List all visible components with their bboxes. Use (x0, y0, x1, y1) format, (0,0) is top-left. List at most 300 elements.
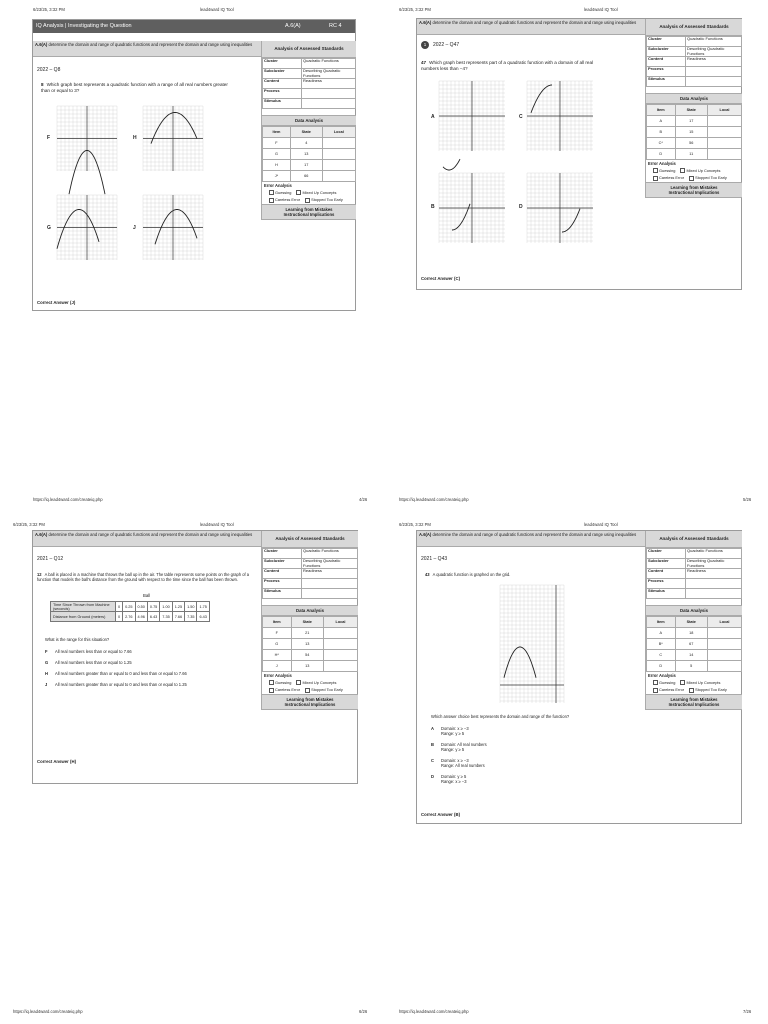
table-cell: 67 (675, 639, 707, 650)
table-cell[interactable] (323, 628, 357, 639)
row-header: Time Since Thrown from Machine (seconds) (51, 602, 116, 612)
table-cell: 6.43 (147, 612, 159, 622)
choice-domain: Domain: x ≥ −3 (441, 758, 469, 763)
choice-text: All real numbers greater than or equal to 0 and less than or equal to 1.25 (55, 682, 187, 687)
learning-from-mistakes: Learning from Mistakes Instructional Implications (646, 182, 742, 198)
table-cell: 2.76 (123, 612, 135, 622)
choice-domain: Domain: y ≥ 5 (441, 774, 467, 779)
column-header: State (675, 105, 707, 116)
table-cell[interactable] (707, 639, 741, 650)
choice-letter: H (45, 671, 48, 676)
table-cell[interactable] (707, 127, 741, 138)
teks-text: determine the domain and range of quadratic functions and represent the domain and range using inequalities (48, 42, 253, 47)
standards-row (647, 57, 742, 67)
table-cell: 13 (291, 639, 323, 650)
standards-row (263, 589, 358, 599)
standards-row (647, 589, 742, 599)
standards-key: Subcluster (647, 559, 686, 569)
iq-card (32, 530, 358, 784)
standards-value[interactable] (302, 579, 358, 589)
error-analysis (262, 182, 356, 204)
graph-d (527, 173, 593, 243)
table-cell[interactable] (323, 661, 357, 672)
choice-domain: Domain: x ≥ −3 (441, 726, 469, 731)
column-header: Local (323, 617, 357, 628)
graph-a (439, 81, 505, 151)
table-cell[interactable] (322, 171, 355, 182)
correct-answer: Correct Answer (H) (37, 759, 76, 764)
table-cell[interactable] (707, 661, 741, 672)
standards-row (647, 67, 742, 77)
page-footer-url: https://iq.lead4ward.com/createiq.php (13, 1009, 83, 1014)
table-cell: F (263, 138, 291, 149)
standards-row (647, 47, 742, 57)
page-header-title: lead4ward IQ Tool (200, 522, 234, 527)
question-prompt: A quadratic function is graphed on the grid. (432, 572, 511, 577)
checkbox-guessing[interactable]: Guessing (269, 190, 291, 195)
page-header-title: lead4ward IQ Tool (584, 522, 618, 527)
graph-label-c: C (519, 114, 523, 120)
correct-answer: Correct Answer (C) (421, 276, 460, 281)
question-year (421, 41, 459, 49)
table-cell: 5 (675, 661, 707, 672)
standards-value[interactable]: Readiness (686, 57, 742, 67)
standards-panel (645, 531, 742, 710)
question-year: 2022 – Q8 (37, 67, 61, 73)
standards-key: Stimulus (647, 589, 686, 599)
graph-label-d: D (519, 204, 523, 210)
table-cell: B* (647, 639, 676, 650)
iq-card (416, 18, 742, 290)
checkbox-stopped-early[interactable]: Stopped Too Early (689, 175, 727, 180)
table-cell: 0.75 (147, 602, 159, 612)
error-analysis-title: Error Analysis (264, 673, 292, 678)
curve (151, 113, 197, 144)
answer-choice-h (45, 671, 187, 676)
teks-statement (417, 19, 645, 35)
standards-key: Cluster (263, 59, 302, 69)
standards-heading: Analysis of Assessed Standards (262, 41, 356, 58)
standards-panel (261, 41, 356, 220)
page-footer-number: 7/26 (743, 1009, 752, 1014)
page-header-title: lead4ward IQ Tool (200, 7, 234, 12)
teks-code: A.6(A) (419, 532, 432, 537)
standards-row (263, 69, 356, 79)
standards-row (263, 99, 356, 109)
standards-panel (645, 19, 742, 198)
standards-row (263, 569, 358, 579)
table-cell: B (647, 127, 676, 138)
table-cell: 0 (116, 612, 123, 622)
standards-value[interactable] (686, 77, 742, 87)
table-header-row (647, 617, 742, 628)
error-analysis (646, 672, 742, 694)
page-footer-number: 4/26 (359, 497, 368, 502)
table-cell: 7.35 (185, 612, 197, 622)
standards-row (647, 37, 742, 47)
table-cell: G (263, 149, 291, 160)
table-row (263, 628, 358, 639)
table-row (263, 160, 356, 171)
answer-choice-c (431, 758, 485, 768)
table-cell: 4 (290, 138, 322, 149)
standards-value[interactable] (302, 589, 358, 599)
table-cell: D (647, 661, 676, 672)
standards-key: Cluster (647, 549, 686, 559)
learning-from-mistakes: Learning from Mistakes Instructional Implications (262, 694, 358, 710)
standards-value[interactable]: Describing Quadratic Functions (302, 69, 356, 79)
standards-row (263, 89, 356, 99)
standards-value[interactable]: Quadratic Functions (686, 37, 742, 47)
error-analysis-title: Error Analysis (648, 673, 676, 678)
standards-key: Content (263, 79, 302, 89)
iq-card (416, 530, 742, 824)
graph-label-b: B (431, 204, 435, 210)
question-number: 8 (41, 82, 44, 87)
page-footer-url: https://iq.lead4ward.com/createiq.php (33, 497, 103, 502)
standards-key: Content (647, 57, 686, 67)
choice-range: Range: y ≥ 5 (441, 747, 465, 752)
checkbox-careless[interactable]: Careless Error (269, 687, 300, 692)
table-cell[interactable] (707, 628, 741, 639)
page-header-date: 6/23/25, 3:32 PM (13, 522, 45, 527)
table-row (647, 127, 742, 138)
table-cell: 1.25 (172, 602, 184, 612)
choice-text: All real numbers greater than or equal to 0 and less than or equal to 7.66 (55, 671, 187, 676)
checkbox-mixed-up[interactable]: Mixed Up Concepts (680, 680, 720, 685)
table-cell: 18 (675, 628, 707, 639)
column-header: State (675, 617, 707, 628)
standards-value[interactable] (302, 99, 356, 109)
standards-value[interactable]: Readiness (302, 79, 356, 89)
ball-table (50, 601, 210, 622)
checkbox-stopped-early[interactable]: Stopped Too Early (305, 687, 343, 692)
standards-row (263, 579, 358, 589)
standards-key: Process (647, 579, 686, 589)
standards-table (646, 548, 742, 599)
answer-choice-b (431, 742, 487, 752)
data-analysis-table (646, 616, 742, 672)
standards-value[interactable]: Readiness (686, 569, 742, 579)
page-footer-number: 5/26 (743, 497, 752, 502)
graph-label-f: F (47, 135, 51, 141)
data-analysis-heading: Data Analysis (262, 605, 358, 616)
correct-answer: Correct Answer (J) (37, 300, 76, 305)
data-analysis-heading: Data Analysis (262, 115, 356, 126)
table-row (647, 149, 742, 160)
standards-row (263, 59, 356, 69)
table-row (647, 116, 742, 127)
row-header: Distance from Ground (meters) (51, 612, 116, 622)
choice-range: Range: y ≥ 5 (441, 731, 465, 736)
page-footer-number: 6/26 (359, 1009, 368, 1014)
standards-heading: Analysis of Assessed Standards (646, 531, 742, 548)
teks-text: determine the domain and range of quadratic functions and represent the domain and range using inequalities (48, 532, 253, 537)
data-analysis-table (646, 104, 742, 160)
checkbox-stopped-early[interactable]: Stopped Too Early (689, 687, 727, 692)
table-row (647, 650, 742, 661)
table-cell[interactable] (707, 116, 741, 127)
standards-row (647, 559, 742, 569)
table-row (51, 612, 210, 622)
standards-value[interactable] (686, 579, 742, 589)
answer-choice-a (431, 726, 469, 736)
question-year-text: 2022 – Q47 (433, 42, 460, 48)
table-cell: A (647, 116, 676, 127)
teks-text: determine the domain and range of quadratic functions and represent the domain and range using inequalities (432, 20, 637, 25)
table-cell: 7.35 (160, 612, 172, 622)
column-header: Item (647, 105, 676, 116)
column-header: Item (647, 617, 676, 628)
choice-domain: Domain: All real numbers (441, 742, 487, 747)
graph-b (439, 173, 505, 243)
column-header: Local (322, 127, 355, 138)
teks-statement (33, 41, 261, 57)
table-cell: F (263, 628, 292, 639)
question-text (41, 82, 231, 93)
graph-c (527, 81, 593, 151)
table-cell: A (647, 628, 676, 639)
page-footer-url: https://iq.lead4ward.com/createiq.php (399, 497, 469, 502)
table-row (263, 661, 358, 672)
standards-row (647, 569, 742, 579)
table-title: Ball (143, 593, 151, 598)
standards-key: Cluster (263, 549, 302, 559)
question-number: 47 (421, 60, 427, 65)
table-cell: 17 (675, 116, 707, 127)
table-cell[interactable] (707, 149, 741, 160)
standards-value[interactable]: Readiness (302, 569, 358, 579)
column-header: State (290, 127, 322, 138)
checkbox-careless[interactable]: Careless Error (269, 197, 300, 202)
standards-row (647, 549, 742, 559)
standards-value[interactable] (686, 589, 742, 599)
question-text (37, 572, 253, 582)
standards-value[interactable]: Describing Quadratic Functions (686, 559, 742, 569)
error-analysis (646, 160, 742, 182)
question-prompt: A ball is placed in a machine that throws the ball up in the air. The table represents some points on the graph of a function that models the ball's distance from the ground with respect to the time since the ball has been thrown. (37, 572, 250, 582)
table-header-row (263, 617, 358, 628)
answer-choice-g (45, 660, 132, 665)
table-cell: 21 (291, 628, 323, 639)
data-analysis-heading: Data Analysis (646, 605, 742, 616)
checkbox-guessing[interactable]: Guessing (653, 680, 675, 685)
choice-letter: D (431, 774, 434, 779)
standards-value[interactable]: Quadratic Functions (302, 59, 356, 69)
standards-key: Stimulus (263, 99, 302, 109)
table-cell[interactable] (707, 138, 741, 149)
teks-code: A.6(A) (35, 532, 48, 537)
standards-key: Process (647, 67, 686, 77)
question-prompt: Which graph best represents part of a quadratic function with a domain of all real numbers less than −4? (421, 60, 594, 71)
checkbox-guessing[interactable]: Guessing (653, 168, 675, 173)
question-number: 43 (425, 572, 430, 577)
teks-code: A.6(A) (35, 42, 48, 47)
choice-letter: F (45, 649, 48, 654)
iq-card (32, 19, 356, 311)
question-subprompt: What is the range for this situation? (45, 637, 110, 642)
page-3 (0, 512, 384, 1024)
page-footer-url: https://iq.lead4ward.com/createiq.php (399, 1009, 469, 1014)
standards-key: Process (263, 89, 302, 99)
column-header: Local (707, 617, 741, 628)
table-cell: G (263, 639, 292, 650)
data-analysis-table (262, 616, 358, 672)
question-text (421, 60, 611, 71)
standards-row (263, 559, 358, 569)
choice-range: Range: x ≥ −3 (441, 779, 467, 784)
graph-h (143, 106, 203, 171)
question-subprompt: Which answer choice best represents the domain and range of the function? (431, 714, 570, 719)
standards-table (262, 58, 356, 109)
checkbox-mixed-up[interactable]: Mixed Up Concepts (296, 680, 336, 685)
curve (443, 159, 460, 170)
table-cell: 0.25 (123, 602, 135, 612)
table-cell: 17 (290, 160, 322, 171)
table-cell: 66 (290, 171, 322, 182)
standards-heading: Analysis of Assessed Standards (646, 19, 742, 36)
data-analysis-table (262, 126, 356, 182)
table-cell: 56 (675, 138, 707, 149)
table-cell[interactable] (322, 138, 355, 149)
teks-statement (33, 531, 261, 547)
standards-key: Content (263, 569, 302, 579)
checkbox-guessing[interactable]: Guessing (269, 680, 291, 685)
table-row (263, 171, 356, 182)
standards-key: Subcluster (263, 69, 302, 79)
table-cell: C (647, 650, 676, 661)
banner-title: IQ Analysis | Investigating the Question (36, 23, 132, 29)
standards-value[interactable]: Describing Quadratic Functions (302, 559, 358, 569)
table-cell[interactable] (707, 650, 741, 661)
table-row (647, 661, 742, 672)
graph-label-a: A (431, 114, 435, 120)
standards-key: Cluster (647, 37, 686, 47)
checkbox-mixed-up[interactable]: Mixed Up Concepts (296, 190, 336, 195)
page-header-date: 6/23/25, 3:32 PM (399, 7, 431, 12)
standards-row (647, 77, 742, 87)
table-row (647, 639, 742, 650)
table-cell[interactable] (323, 650, 357, 661)
table-cell: D (647, 149, 676, 160)
standards-row (263, 79, 356, 89)
choice-letter: B (431, 742, 434, 747)
error-analysis-title: Error Analysis (648, 161, 676, 166)
table-cell: 14 (675, 650, 707, 661)
table-row (263, 149, 356, 160)
question-number: 12 (37, 572, 42, 577)
table-row (263, 138, 356, 149)
table-cell: 13 (291, 661, 323, 672)
standards-value[interactable]: Describing Quadratic Functions (686, 47, 742, 57)
table-cell: J (263, 661, 292, 672)
column-header: Item (263, 127, 291, 138)
data-analysis-heading: Data Analysis (646, 93, 742, 104)
choice-letter: C (431, 758, 434, 763)
standards-value[interactable] (686, 67, 742, 77)
question-badge: 1 (421, 41, 429, 49)
table-cell: 15 (675, 127, 707, 138)
table-row (263, 639, 358, 650)
learning-from-mistakes: Learning from Mistakes Instructional Implications (646, 694, 742, 710)
question-year: 2021 – Q12 (37, 556, 64, 562)
table-cell: H* (263, 650, 292, 661)
standards-key: Process (263, 579, 302, 589)
standards-value[interactable]: Quadratic Functions (302, 549, 358, 559)
table-cell: C* (647, 138, 676, 149)
table-row (647, 138, 742, 149)
column-header: Item (263, 617, 292, 628)
table-cell: 7.66 (172, 612, 184, 622)
table-row (51, 602, 210, 612)
graph-f (57, 106, 117, 171)
teks-statement (417, 531, 645, 547)
standards-value[interactable]: Quadratic Functions (686, 549, 742, 559)
choice-text: All real numbers less than or equal to 1.25 (55, 660, 132, 665)
table-cell: 0.50 (135, 602, 147, 612)
table-cell: J* (263, 171, 291, 182)
correct-answer: Correct Answer (B) (421, 812, 460, 817)
table-cell: 11 (675, 149, 707, 160)
graph-label-j: J (133, 225, 136, 231)
table-cell[interactable] (322, 149, 355, 160)
error-analysis-title: Error Analysis (264, 183, 292, 188)
quadratic-graph (500, 585, 564, 703)
checkbox-mixed-up[interactable]: Mixed Up Concepts (680, 168, 720, 173)
choice-text: All real numbers less than or equal to 7.66 (55, 649, 132, 654)
teks-text: determine the domain and range of quadratic functions and represent the domain and range using inequalities (432, 532, 637, 537)
standards-key: Stimulus (263, 589, 302, 599)
error-analysis (262, 672, 358, 694)
standards-table (646, 36, 742, 87)
table-cell: 1.75 (197, 602, 209, 612)
standards-key: Content (647, 569, 686, 579)
graph-g (57, 195, 117, 260)
graph-label-g: G (47, 225, 51, 231)
question-year: 2021 – Q43 (421, 556, 448, 562)
teks-code: A.6(A) (419, 20, 432, 25)
table-cell[interactable] (323, 639, 357, 650)
standards-key: Subcluster (647, 47, 686, 57)
graph-label-h: H (133, 135, 137, 141)
standards-key: Subcluster (263, 559, 302, 569)
table-header-row (263, 127, 356, 138)
banner-teks: A.6(A) (285, 23, 301, 29)
standards-value[interactable] (302, 89, 356, 99)
checkbox-stopped-early[interactable]: Stopped Too Early (305, 197, 343, 202)
column-header: Local (707, 105, 741, 116)
choice-letter: G (45, 660, 49, 665)
table-header-row (647, 105, 742, 116)
question-text (425, 572, 641, 578)
table-cell: 0 (116, 602, 123, 612)
page-2 (384, 0, 768, 512)
table-cell: 1.50 (185, 602, 197, 612)
page-header-date: 6/23/25, 3:32 PM (399, 522, 431, 527)
checkbox-careless[interactable]: Careless Error (653, 687, 684, 692)
page-header-date: 6/23/25, 3:32 PM (33, 7, 65, 12)
table-cell: 4.96 (135, 612, 147, 622)
answer-choice-j (45, 682, 187, 687)
table-cell: 6.43 (197, 612, 209, 622)
graph-j (143, 195, 203, 260)
choice-letter: A (431, 726, 434, 731)
standards-row (647, 579, 742, 589)
table-cell: 1.00 (160, 602, 172, 612)
standards-heading: Analysis of Assessed Standards (262, 531, 358, 548)
checkbox-careless[interactable]: Careless Error (653, 175, 684, 180)
table-cell[interactable] (322, 160, 355, 171)
